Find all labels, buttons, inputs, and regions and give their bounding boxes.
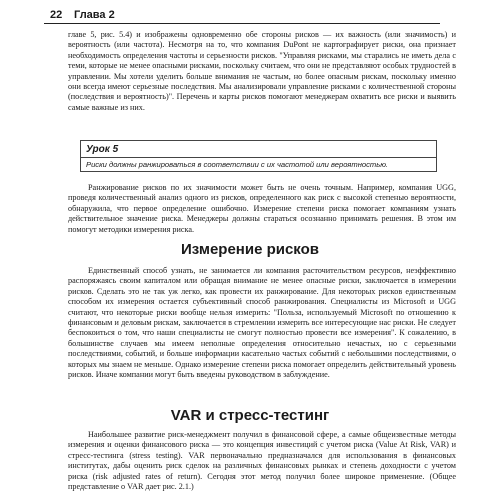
paragraph-2: Ранжирование рисков по их значимости может быть не очень точным. Например, компания UGG, проведя количественный анализ одного из рисков, определенного как риск с высокой степенью вероятности, обнаружила, что первое определение ошибочно. Измерение степени риска помогает компаниям узнать действительное значение риска. Менеджеры должны стараться осознанно принимать решения. В этом им помогут методики измерения риска.	[68, 183, 456, 234]
chapter-title: Глава 2	[74, 9, 115, 21]
paragraph-4: Наибольшее развитие риск-менеджмент получил в финансовой сфере, а самые общеизвестные методы измерения и оценки финансового риска — это концепция инвестиций с учетом риска (Value At Risk, VAR) и стресс-тестинга (stress testing). VAR первоначально предназначался для использования в финансовых институтах, дабы оценить риск сделок на различных финансовых рынках и степень доходности с учетом риска (risk adjusted rates of return). Сегодня этот метод получил более широкое применение. (Общее представление о VAR дает рис. 2.1.)	[68, 430, 456, 492]
lesson-text: Риски должны ранжироваться в соответствии с их частотой или вероятностью.	[81, 157, 436, 171]
paragraph-1: главе 5, рис. 5.4) и изображены одновременно обе стороны рисков — их важность (или значимость) и вероятность (или частота). Несмотря на то, что компания DuPont не картографирует риски, она признает необходимость определения частоты и серьезности рисков. "Управляя рисками, мы старались не иметь дела с теми, которые не менее опасными рисками, поскольку считаем, что они не представляют особых трудностей в управлении. Мы хотели уделить больше внимания не частым, но более опасным рискам, поскольку именно они всегда имеют серьезные последствия. Мы анализировали управление рисками с количественной стороны (последствия и вероятность)". Перечень и карты рисков помогают менеджерам охватить все риски и выявить самые важные из них.	[68, 30, 456, 112]
paragraph-3: Единственный способ узнать, не занимается ли компания расточительством ресурсов, неэффективно распоряжаясь своим капиталом или обращая внимание не менее опасные риски, заключается в измерении рисков. Сделать это не так уж легко, как провести их ранжирование. Для некоторых рисков единственным способом их измерения остается субъективный способ ранжирования. Специалисты из Microsoft и UGG считают, что некоторые риски вообще нельзя измерить: "Польза, используемый Microsoft по отношению к финансовым и деловым рискам, заключается в стремлении измерить все интересующие нас риски. Не следует беспокоиться о том, что наши специалисты не смогут полностью провести все измерения". К сожалению, в большинстве случаев мы имеем неполные определения относительно нечастых, но с серьезными последствиями, событий, и больше информации касательно частых событий с небольшими последствиями, о которых мы знаем не меньше. Однако измерение степени риска помогает определить действительный уровень рисков. Иначе компании могут быть введены руководством в заблуждение.	[68, 266, 456, 380]
lesson-title: Урок 5	[86, 144, 119, 155]
page-number: 22	[50, 9, 63, 21]
page-header	[44, 7, 440, 24]
section-heading-measuring: Измерение рисков	[180, 241, 320, 258]
lesson-box	[80, 140, 437, 172]
section-heading-var: VAR и стресс-тестинг	[170, 407, 330, 424]
